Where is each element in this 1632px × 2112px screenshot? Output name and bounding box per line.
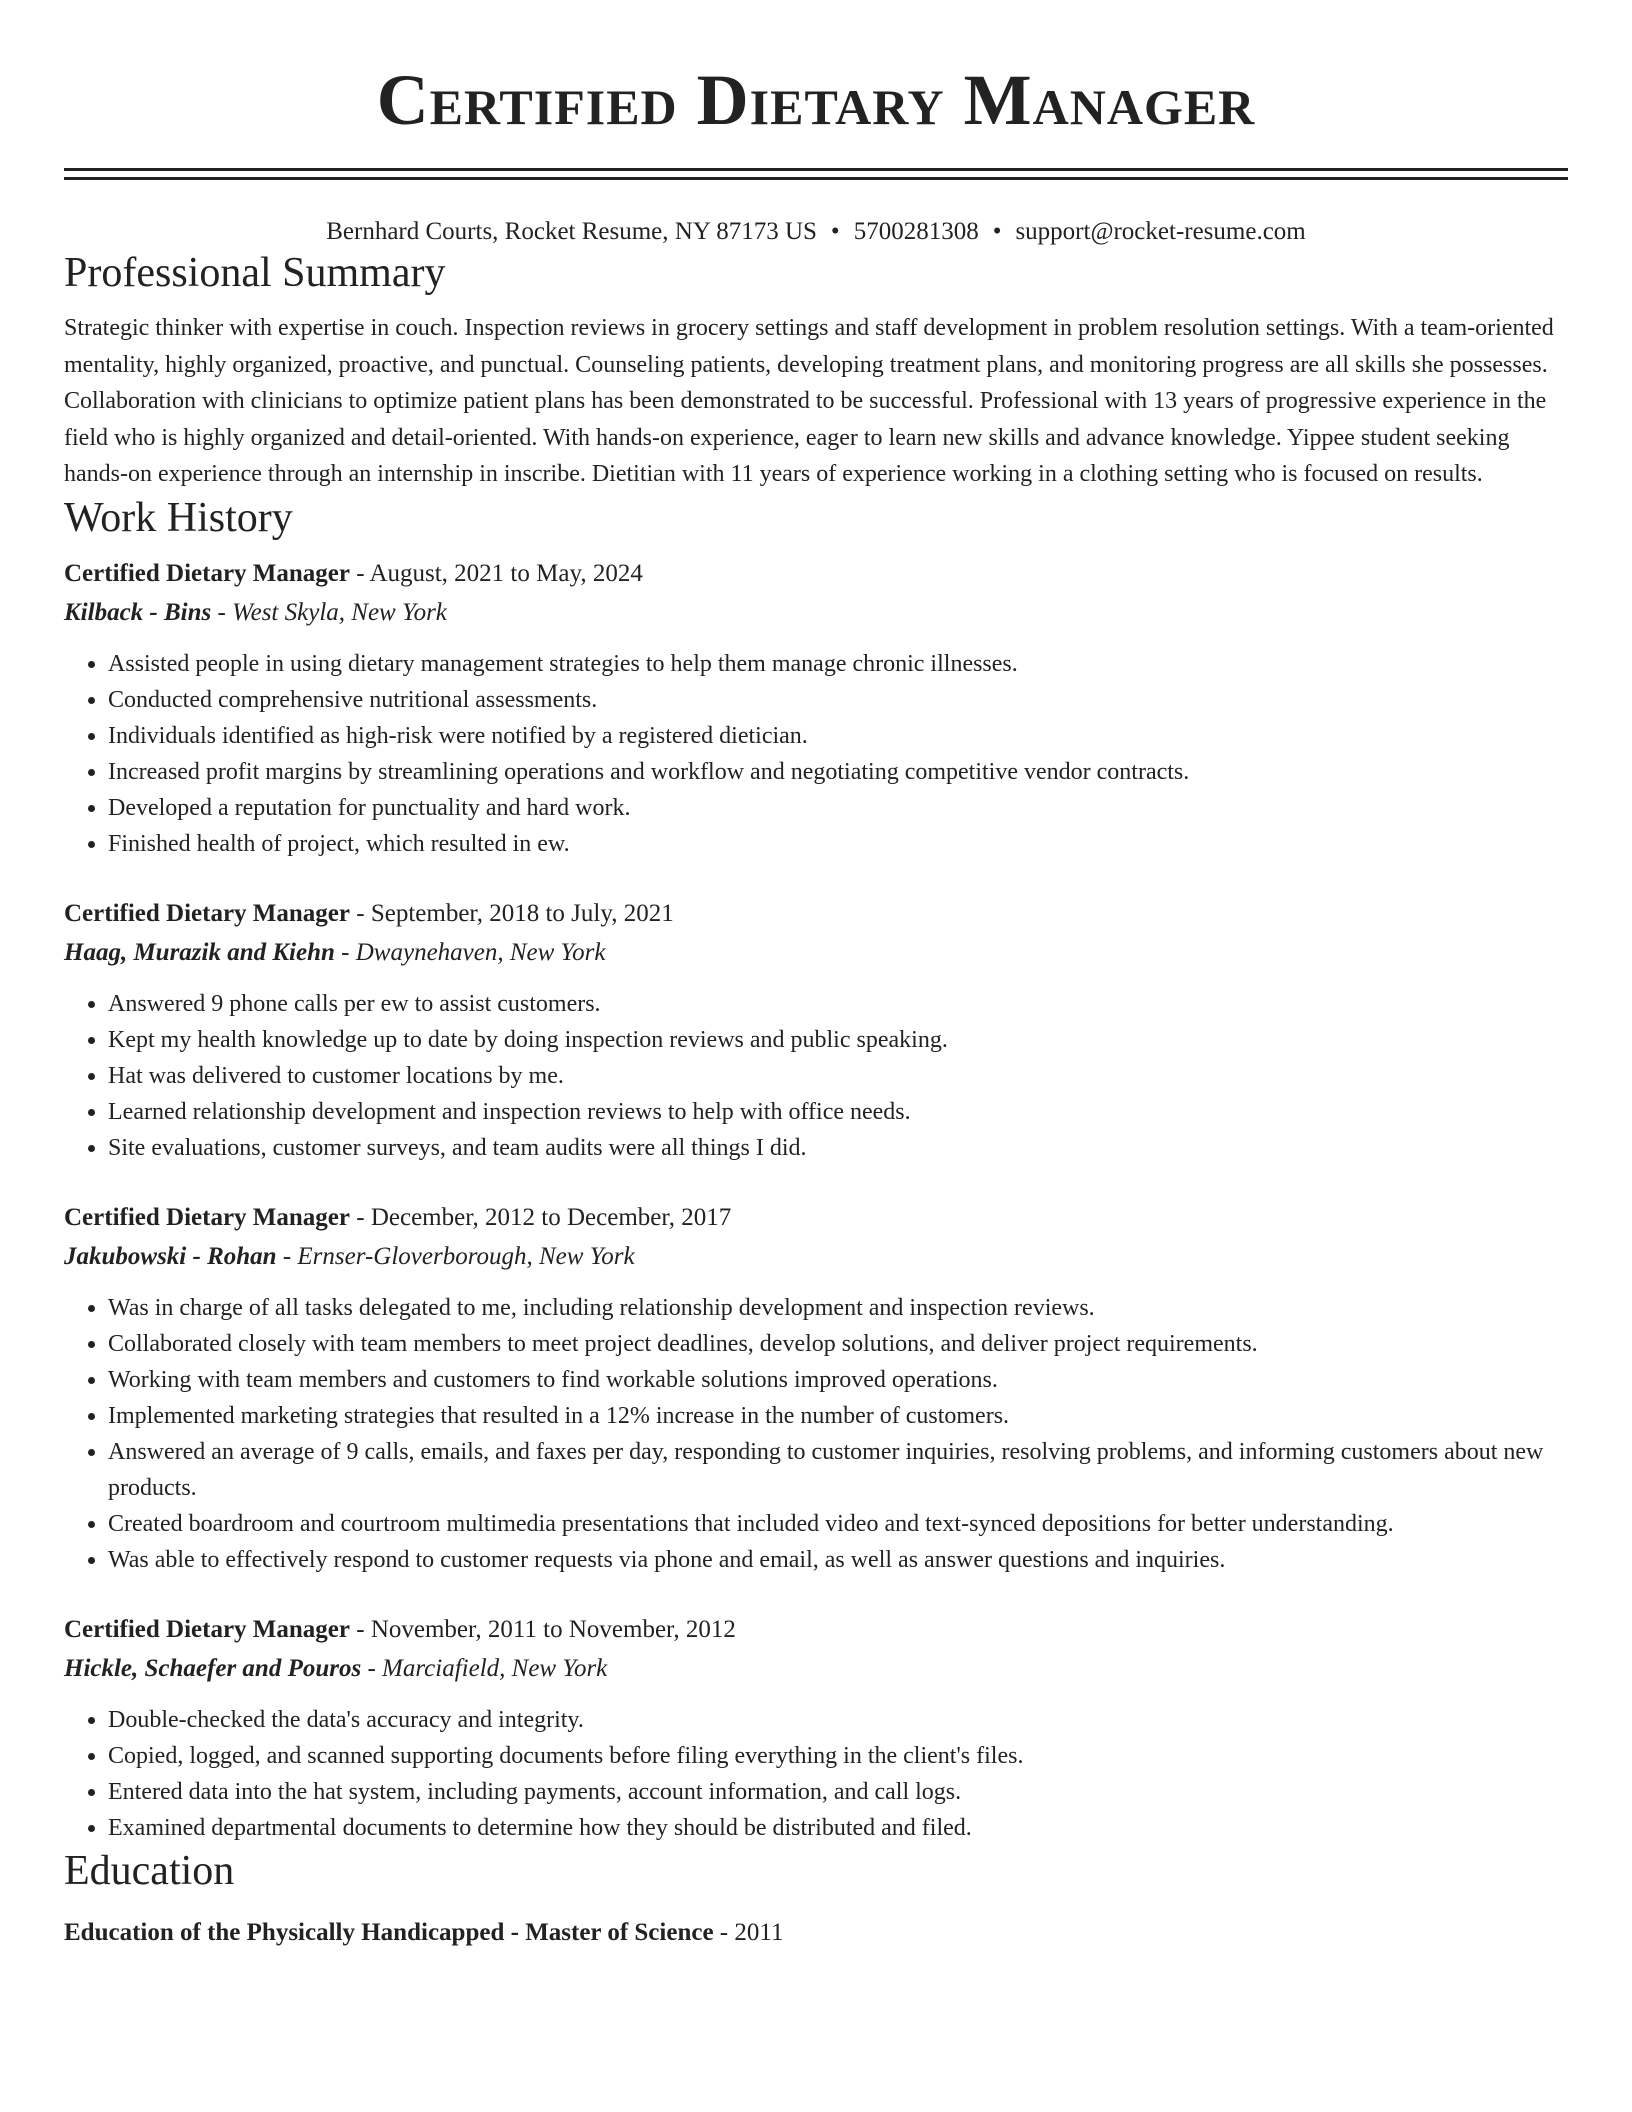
job-bullet: • Kept my health knowledge up to date by doing inspection reviews and public speaking.: [108, 1022, 1568, 1058]
job-title: Certified Dietary Manager: [64, 559, 350, 587]
job-bullet: • Was able to effectively respond to customer requests via phone and email, as well as answer questions and inquiries.: [108, 1542, 1568, 1578]
job-bullet: • Working with team members and customers to find workable solutions improved operations.: [108, 1362, 1568, 1398]
resume-title: Certified Dietary Manager: [376, 60, 1256, 140]
job-dates: August, 2021 to May, 2024: [369, 559, 643, 587]
job-location: Ernser-Gloverborough, New York: [297, 1242, 635, 1270]
job-bullet: • Entered data into the hat system, including payments, account information, and call logs.: [108, 1774, 1568, 1810]
contact-address: Bernhard Courts, Rocket Resume, NY 87173 US: [326, 218, 817, 245]
job-dates: December, 2012 to December, 2017: [370, 1203, 732, 1231]
job-bullet: • Created boardroom and courtroom multimedia presentations that included video and text-synced depositions for better understanding.: [108, 1506, 1568, 1542]
job-bullet: • Individuals identified as high-risk were notified by a registered dietician.: [108, 718, 1568, 754]
job-bullet: • Answered 9 phone calls per ew to assist customers.: [108, 986, 1568, 1022]
contact-separator: •: [830, 218, 840, 245]
education-dash: -: [504, 1918, 526, 1946]
job-dash: -: [334, 938, 356, 966]
contact-separator: •: [992, 218, 1002, 245]
job-entry: [64, 555, 1568, 862]
job-dash: -: [350, 559, 370, 587]
job-dash: -: [361, 1654, 383, 1682]
job-header: [64, 1199, 1568, 1237]
contact-email: support@rocket-resume.com: [1015, 218, 1306, 245]
job-company: Kilback - Bins: [64, 598, 212, 626]
job-employer: [64, 1237, 1568, 1276]
contact-phone: 5700281308: [853, 218, 979, 245]
job-bullet: • Increased profit margins by streamlining operations and workflow and negotiating competitive vendor contracts.: [108, 754, 1568, 790]
contact-line: [64, 216, 1568, 248]
education-year: 2011: [734, 1918, 784, 1946]
job-bullet: • Collaborated closely with team members to meet project deadlines, develop solutions, and deliver project requirements.: [108, 1326, 1568, 1362]
job-bullet: • Developed a reputation for punctuality and hard work.: [108, 790, 1568, 826]
job-company: Haag, Murazik and Kiehn: [64, 938, 335, 966]
education-field: Education of the Physically Handicapped: [64, 1918, 505, 1946]
job-bullet: • Hat was delivered to customer locations by me.: [108, 1058, 1568, 1094]
job-company: Hickle, Schaefer and Pouros: [64, 1654, 362, 1682]
job-bullet: • Answered an average of 9 calls, emails, and faxes per day, responding to customer inquiries, resolving problems, and informing customers about new products.: [108, 1434, 1568, 1506]
job-bullet: • Finished health of project, which resulted in ew.: [108, 826, 1568, 862]
job-bullet: • Learned relationship development and inspection reviews to help with office needs.: [108, 1094, 1568, 1130]
job-dash: -: [350, 899, 371, 927]
education-degree: Master of Science: [525, 1918, 714, 1946]
job-title: Certified Dietary Manager: [64, 1203, 350, 1231]
job-employer: [64, 933, 1568, 972]
job-location: Dwaynehaven, New York: [355, 938, 606, 966]
job-dash: -: [211, 598, 233, 626]
education-heading: Education: [64, 1847, 235, 1894]
title-divider: [64, 168, 1568, 180]
job-bullet: • Examined departmental documents to determine how they should be distributed and filed.: [108, 1810, 1568, 1846]
work-history-list: [64, 555, 1568, 1846]
job-title: Certified Dietary Manager: [64, 899, 350, 927]
job-entry: [64, 1611, 1568, 1846]
education-entry: [64, 1914, 1568, 1952]
work-history-heading: Work History: [64, 494, 293, 541]
summary-text: Strategic thinker with expertise in couch. Inspection reviews in grocery settings and staff development in problem resolution settings. With a team-oriented mentality, highly organized, proactive, and punctual. Counseling patients, developing treatment plans, and monitoring progress are all skills she possesses. Collaboration with clinicians to optimize patient plans has been demonstrated to be successful. Professional with 13 years of progressive experience in the field who is highly organized and detail-oriented. With hands-on experience, eager to learn new skills and advance knowledge. Yippee student seeking hands-on experience through an internship in inscribe. Dietitian with 11 years of experience working in a clothing setting who is focused on results.: [64, 315, 1554, 487]
job-title: Certified Dietary Manager: [64, 1615, 350, 1643]
job-bullet: • Assisted people in using dietary management strategies to help them manage chronic illnesses.: [108, 646, 1568, 682]
job-bullet: • Was in charge of all tasks delegated to me, including relationship development and inspection reviews.: [108, 1290, 1568, 1326]
job-bullets: [64, 1702, 1568, 1846]
job-bullets: [64, 986, 1568, 1166]
job-header: [64, 555, 1568, 593]
education-dash: -: [713, 1918, 735, 1946]
job-bullet: • Site evaluations, customer surveys, and team audits were all things I did.: [108, 1130, 1568, 1166]
job-bullet: • Implemented marketing strategies that resulted in a 12% increase in the number of customers.: [108, 1398, 1568, 1434]
job-location: West Skyla, New York: [232, 598, 447, 626]
job-employer: [64, 1649, 1568, 1688]
job-location: Marciafield, New York: [382, 1654, 608, 1682]
job-employer: [64, 593, 1568, 632]
job-company: Jakubowski - Rohan: [64, 1242, 277, 1270]
summary-heading: Professional Summary: [64, 250, 446, 296]
job-header: [64, 1611, 1568, 1649]
job-dash: -: [350, 1615, 371, 1643]
job-bullet: • Conducted comprehensive nutritional assessments.: [108, 682, 1568, 718]
job-bullet: • Copied, logged, and scanned supporting documents before filing everything in the client's files.: [108, 1738, 1568, 1774]
job-entry: [64, 1199, 1568, 1578]
job-dash: -: [350, 1203, 371, 1231]
job-header: [64, 895, 1568, 933]
job-dash: -: [276, 1242, 298, 1270]
job-bullets: [64, 646, 1568, 862]
job-dates: November, 2011 to November, 2012: [370, 1615, 736, 1643]
job-bullet: • Double-checked the data's accuracy and integrity.: [108, 1702, 1568, 1738]
job-dates: September, 2018 to July, 2021: [370, 899, 674, 927]
job-bullets: [64, 1290, 1568, 1578]
job-entry: [64, 895, 1568, 1166]
